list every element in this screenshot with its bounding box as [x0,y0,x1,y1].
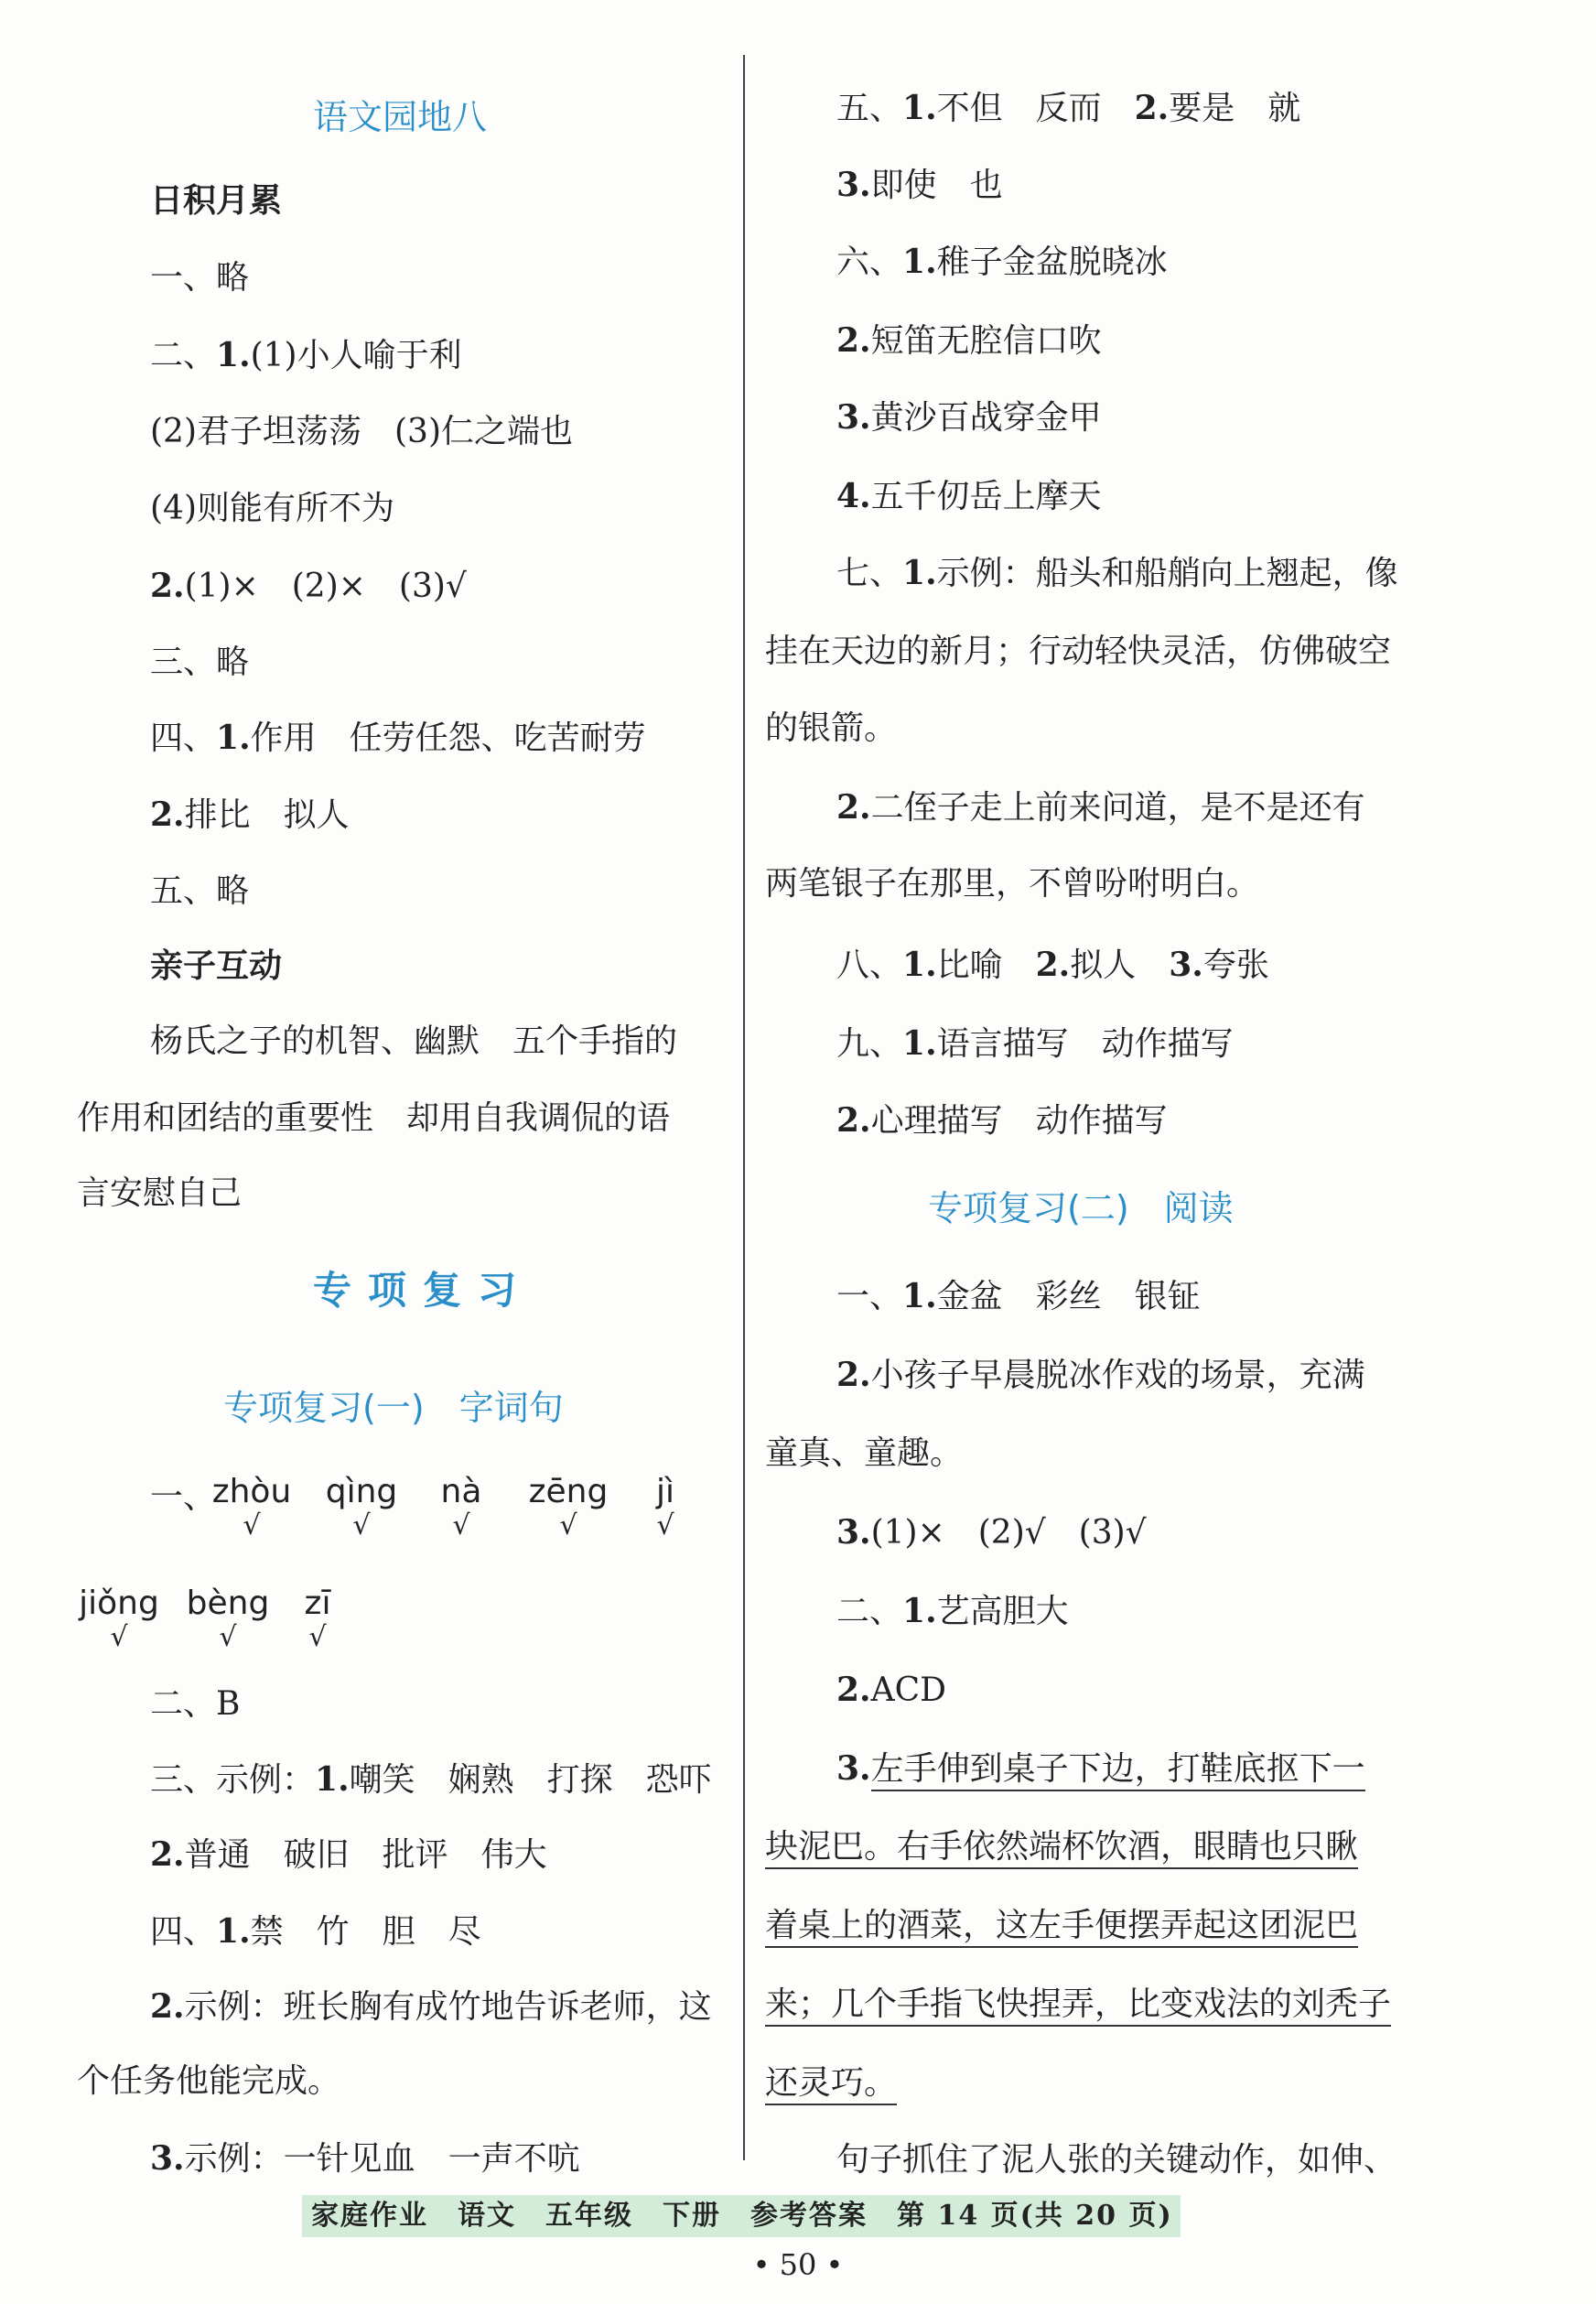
answer-line: 三、略 [150,644,250,681]
answer-line: (4)则能有所不为 [150,490,394,527]
answer-line: 3.黄沙百战穿金甲 [836,398,1102,437]
subheading-qinzi-hudong: 亲子互动 [150,947,283,985]
answer-line [765,1904,1358,1948]
answer-line: 一、1.金盆 彩丝 银钲 [836,1277,1201,1315]
pinyin-item: bèng √ [186,1585,270,1653]
pinyin-item: zī √ [304,1585,331,1653]
pinyin-item: nà √ [440,1473,482,1541]
answer-line: 2.示例：班长胸有成竹地告诉老师，这 [150,1987,712,2026]
answer-line [765,1825,1358,1869]
answer-line: 的银箭。 [765,709,898,747]
answer-line [765,1983,1391,2027]
answer-line: 个任务他能完成。 [77,2062,341,2100]
underlined-quote: 来；几个手指飞快捏弄，比变戏法的刘秃子 [765,1985,1391,2027]
subheading-riji-yuelei: 日积月累 [150,182,283,220]
pinyin-item: jì √ [655,1473,674,1541]
answer-line: 3.左手伸到桌子下边，打鞋底抠下一 [836,1747,1365,1791]
underlined-quote: 块泥巴。右手依然端杯饮酒，眼睛也只瞅 [765,1828,1358,1869]
answer-line: (2)君子坦荡荡 (3)仁之端也 [150,413,573,450]
pinyin-item: zhòu √ [211,1473,292,1541]
section-title: 专项复习 [313,1268,534,1313]
answer-line: 句子抓住了泥人张的关键动作，如伸、 [836,2141,1397,2179]
underlined-quote: 左手伸到桌子下边，打鞋底抠下一 [871,1750,1365,1791]
answer-line: 两笔银子在那里，不曾吩咐明白。 [765,865,1260,903]
answer-line: 2.普通 破旧 批评 伟大 [150,1835,547,1874]
underlined-quote: 着桌上的酒菜，这左手便摆弄起这团泥巴 [765,1907,1358,1948]
answer-line: 2.小孩子早晨脱冰作戏的场景，充满 [836,1356,1365,1394]
answer-line: 作用和团结的重要性 却用自我调侃的语 [77,1099,671,1137]
answer-line: 3.(1)× (2)√ (3)√ [836,1513,1147,1552]
answer-line: 六、1.稚子金盆脱晓冰 [836,243,1168,281]
sub-heading-review-1: 专项复习(一) 字词句 [223,1388,564,1428]
answer-line: 2.排比 拟人 [150,795,350,834]
answer-line: 2.心理描写 动作描写 [836,1101,1168,1140]
answer-line: 言安慰自己 [77,1174,243,1212]
answer-line: 2.短笛无腔信口吹 [836,321,1102,360]
footer-caption: 家庭作业 语文 五年级 下册 参考答案 第 14 页(共 20 页) [311,2200,1173,2232]
answer-line: 2.ACD [836,1671,946,1709]
answer-line: 2.二侄子走上前来问道，是不是还有 [836,788,1365,827]
heading-yuwen-yuandi: 语文园地八 [313,97,488,137]
answer-line: 童真、童趣。 [765,1434,964,1472]
answer-line: 二、1.艺高胆大 [836,1592,1069,1630]
pinyin-item: zēng √ [528,1473,609,1541]
pinyin-item: qìng √ [325,1473,398,1541]
answer-line: 五、略 [150,872,250,910]
answer-line: 九、1.语言描写 动作描写 [836,1024,1234,1063]
pinyin-item: jiǒng √ [79,1585,159,1653]
answer-line: 一、 [150,1478,217,1516]
answer-line: 七、1.示例：船头和船艄向上翘起，像 [836,554,1398,592]
answer-line: 四、1.作用 任劳任怨、吃苦耐劳 [150,719,646,757]
page-number: • 50 • [752,2247,844,2282]
answer-line: 2.(1)× (2)× (3)√ [150,567,467,605]
column-divider [743,55,745,2160]
sub-heading-review-2: 专项复习(二) 阅读 [928,1188,1234,1228]
answer-line [765,2061,897,2105]
answer-line: 3.即使 也 [836,166,1003,204]
answer-line: 二、B [150,1685,241,1723]
answer-line: 三、示例：1.嘲笑 娴熟 打探 恐吓 [150,1760,712,1799]
answer-line: 挂在天边的新月；行动轻快灵活，仿佛破空 [765,633,1392,670]
answer-line: 四、1.禁 竹 胆 尽 [150,1912,481,1951]
answer-line: 二、1.(1)小人喻于利 [150,336,462,374]
answer-line: 八、1.比喻 2.拟人 3.夸张 [836,946,1269,984]
answer-line: 4.五千仞岳上摩天 [836,477,1102,515]
answer-line: 3.示例：一针见血 一声不吭 [150,2139,580,2178]
answer-line: 一、略 [150,259,250,297]
answer-line: 五、1.不但 反而 2.要是 就 [836,89,1301,127]
answer-line: 杨氏之子的机智、幽默 五个手指的 [150,1022,678,1060]
underlined-quote: 还灵巧。 [765,2064,897,2105]
